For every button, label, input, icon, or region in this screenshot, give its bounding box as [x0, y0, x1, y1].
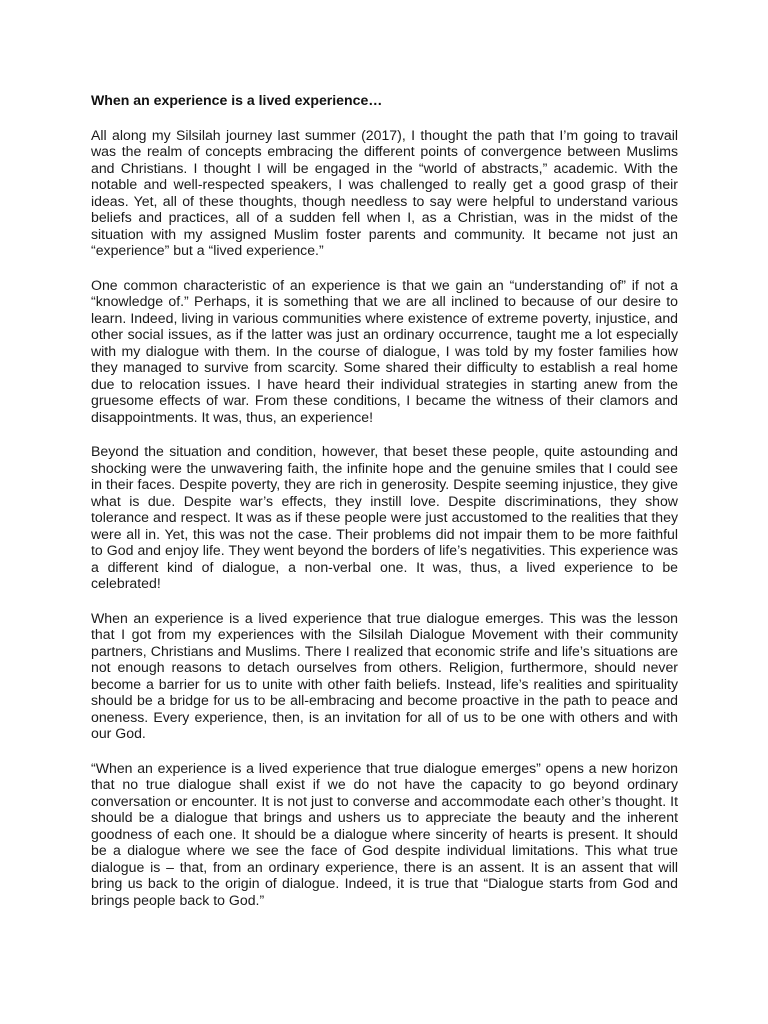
document-page — [91, 92, 678, 926]
document-title: When an experience is a lived experience… — [91, 92, 383, 108]
paragraph-3: Beyond the situation and condition, however, that beset these people, quite astounding and shocking were the unwavering faith, the infinite hope and the genuine smiles that I could see in their faces. Despite poverty, they are rich in generosity. Despite seeming injustice, they give what is due. Despite war’s effects, they instill love. Despite discriminations, they show tolerance and respect. It was as if these people were just accustomed to the realities that they were all in. Yet, this was not the case. Their problems did not impair them to be more faithful to God and enjoy life. They went beyond the borders of life’s negativities. This experience was a different kind of dialogue, a non-verbal one. It was, thus, a lived experience to be celebrated! — [91, 443, 678, 591]
paragraph-2: One common characteristic of an experience is that we gain an “understanding of” if not a “knowledge of.” Perhaps, it is something that we are all inclined to because of our desire to learn. Indeed, living in various communities where existence of extreme poverty, injustice, and other social issues, as if the latter was just an ordinary occurrence, taught me a lot especially with my dialogue with them. In the course of dialogue, I was told by my foster families how they managed to survive from scarcity. Some shared their difficulty to establish a real home due to relocation issues. I have heard their individual strategies in starting anew from the gruesome effects of war. From these conditions, I became the witness of their clamors and disappointments. It was, thus, an experience! — [91, 276, 678, 425]
paragraph-5: “When an experience is a lived experience that true dialogue emerges” opens a new horizon that no true dialogue shall exist if we do not have the capacity to go beyond ordinary conversation or encounter. It is not just to converse and accommodate each other’s thought. It should be a dialogue that brings and ushers us to appreciate the beauty and the inherent goodness of each one. It should be a dialogue where sincerity of hearts is present. It should be a dialogue where we see the face of God despite individual limitations. This what true dialogue is – that, from an ordinary experience, there is an assent. It is an assent that will bring us back to the origin of dialogue. Indeed, it is true that “Dialogue starts from God and brings people back to God.” — [91, 759, 678, 908]
paragraph-4: When an experience is a lived experience that true dialogue emerges. This was the lesson that I got from my experiences with the Silsilah Dialogue Movement with their community partners, Christians and Muslims. There I realized that economic strife and life’s situations are not enough reasons to detach ourselves from others. Religion, furthermore, should never become a barrier for us to unite with other faith beliefs. Instead, life’s realities and spirituality should be a bridge for us to be all-embracing and become proactive in the path to peace and oneness. Every experience, then, is an invitation for all of us to be one with others and with our God. — [91, 609, 678, 741]
paragraph-1: All along my Silsilah journey last summer (2017), I thought the path that I’m going to travail was the realm of concepts embracing the different points of convergence between Muslims and Christians. I thought I will be engaged in the “world of abstracts,” academic. With the notable and well-respected speakers, I was challenged to really get a good grasp of their ideas. Yet, all of these thoughts, though needless to say were helpful to understand various beliefs and practices, all of a sudden fell when I, as a Christian, was in the midst of the situation with my assigned Muslim foster parents and community. It became not just an “experience” but a “lived experience.” — [91, 126, 678, 258]
